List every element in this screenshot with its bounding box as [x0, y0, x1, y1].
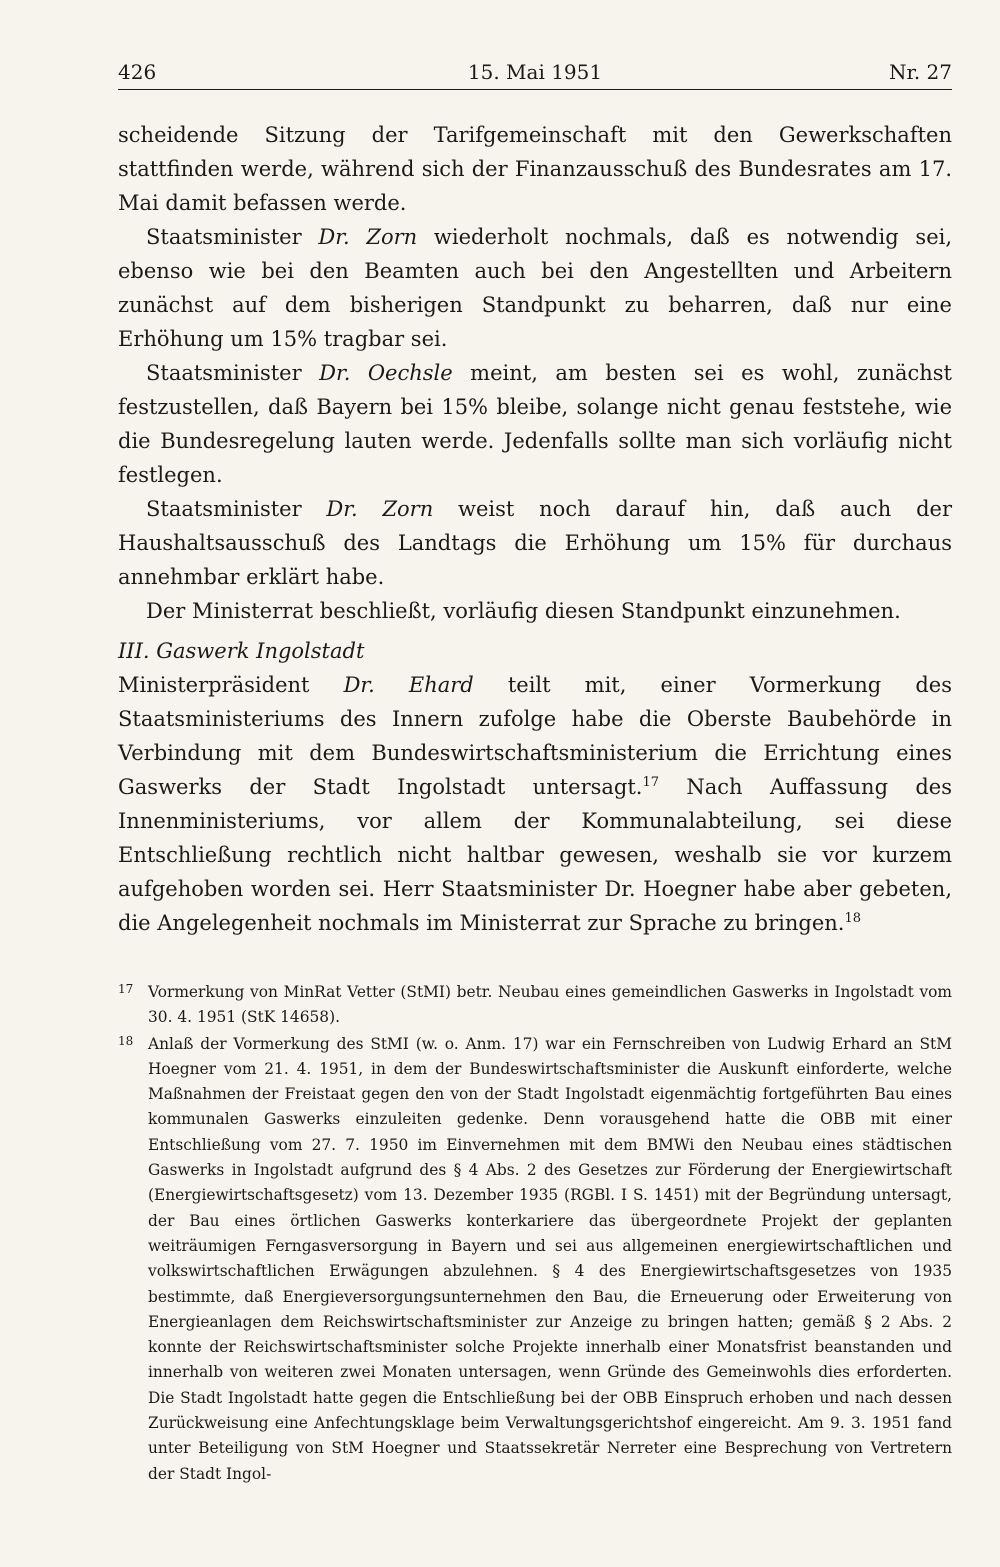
paragraph: Staatsminister Dr. Zorn wiederholt nochmals, daß es notwendig sei, ebenso wie bei den Beamten auch bei den Angestellten und Arbeitern zunächst auf dem bisherigen Standpunkt zu beharren, daß nur eine Erhöhung um 15% tragbar sei. — [118, 225, 953, 351]
running-header — [118, 58, 952, 90]
page-number: 426 — [118, 60, 157, 84]
speaker-name: Dr. Zorn — [326, 497, 434, 521]
speaker-name: Dr. Ehard — [343, 673, 474, 697]
speaker-name: Dr. Oechsle — [319, 361, 453, 385]
section-heading: III. Gaswerk Ingolstadt — [118, 639, 365, 663]
footnote-reference[interactable]: 17 — [642, 775, 660, 790]
paragraph: scheidende Sitzung der Tarifgemeinschaft mit den Gewerkschaften stattfinden werde, während sich der Finanzausschuß des Bundesrates am 17. Mai damit befassen werde. — [118, 123, 952, 215]
paragraph: Staatsminister Dr. Oechsle meint, am besten sei es wohl, zunächst festzustellen, daß Bayern bei 15% bleibe, solange nicht genau feststehe, wie die Bundesregelung lauten werde. Jedenfalls sollte man sich vorläufig nicht festlegen. — [118, 361, 952, 487]
document-page — [118, 58, 952, 1488]
footnote-text: Anlaß der Vormerkung des StMI (w. o. Anm. 17) war ein Fernschreiben von Ludwig Erhard an StM Hoegner vom 21. 4. 1951, in dem der Bundeswirtschaftsminister die Auskunft einforderte, welche Maßnahmen der Freistaat gegen den von der Stadt Ingolstadt eigenmächtig fortgeführten Bau eines kommunalen Gaswerks einzuleiten gedenke. Denn vorausgehend hatte die OBB mit einer Entschließung vom 27. 7. 1950 im Einvernehmen mit dem BMWi den Neubau eines städtischen Gaswerks in Ingolstadt aufgrund des § 4 Abs. 2 des Gesetzes zur Förderung der Energiewirtschaft (Energiewirtschaftsgesetz) vom 13. Dezember 1935 (RGBl. I S. 1451) mit der Begründung untersagt, der Bau eines örtlichen Gaswerks konterkariere das übergeordnete Projekt der geplanten weiträumigen Ferngasversorgung in Bayern und sei aus allgemeinen energiewirtschaftlichen und volkswirtschaftlichen Erwägungen abzulehnen. § 4 des Energiewirtschaftsgesetzes von 1935 bestimmte, daß Energieversorgungsunternehmen den Bau, die Erneuerung oder Erweiterung von Energieanlagen dem Reichswirtschaftsminister zur Anzeige zu bringen hatten; gemäß § 2 Abs. 2 konnte der Reichswirtschaftsminister solche Projekte innerhalb einer Monatsfrist beanstanden und innerhalb von weiteren zwei Monaten untersagen, wenn Gründe des Gemeinwohls dies erforderten. Die Stadt Ingolstadt hatte gegen die Entschließung bei der OBB Einspruch erhoben und nach dessen Zurückweisung eine Anfechtungsklage beim Verwaltungsgerichtshof eingereicht. Am 9. 3. 1951 fand unter Beteiligung von StM Hoegner und Staatssekretär Nerreter eine Besprechung von Vertretern der Stadt Ingol- — [148, 1034, 952, 1483]
header-date: 15. Mai 1951 — [467, 60, 603, 84]
footnote — [118, 980, 952, 1031]
body-text — [118, 118, 952, 940]
footnote-number: 17 — [118, 982, 134, 996]
footnote-number: 18 — [118, 1033, 134, 1048]
paragraph: Staatsminister Dr. Zorn weist noch darauf hin, daß auch der Haushaltsausschuß des Landtags die Erhöhung um 15% für durchaus annehmbar erklärt habe. — [118, 497, 952, 589]
speaker-name: Dr. Zorn — [318, 225, 418, 249]
footnote-text: Vormerkung von MinRat Vetter (StMI) betr. Neubau eines gemeindlichen Gaswerks in Ingolstadt vom 30. 4. 1951 (StK 14658). — [148, 983, 952, 1027]
footnotes — [118, 980, 952, 1487]
paragraph: Der Ministerrat beschließt, vorläufig diesen Standpunkt einzunehmen. — [146, 599, 901, 623]
issue-number: Nr. 27 — [888, 60, 952, 84]
footnote-reference[interactable]: 18 — [844, 911, 862, 926]
paragraph: Ministerpräsident Dr. Ehard teilt mit, einer Vormerkung des Staatsministeriums des Innern zufolge habe die Oberste Baubehörde in Verbindung mit dem Bundeswirtschaftsministerium die Errichtung eines Gaswerks der Stadt Ingolstadt untersagt.$^{17}$ Nach Auffassung des Innenministeriums, vor allem der Kommunalabteilung, sei diese Entschließung rechtlich nicht haltbar gewesen, weshalb sie vor kurzem aufgehoben worden sei. Herr Staatsminister Dr. Hoegner habe aber gebeten, die Angelegenheit nochmals im Ministerrat zur Sprache zu bringen.$^{18}$ — [118, 673, 952, 935]
footnote — [118, 1032, 952, 1487]
